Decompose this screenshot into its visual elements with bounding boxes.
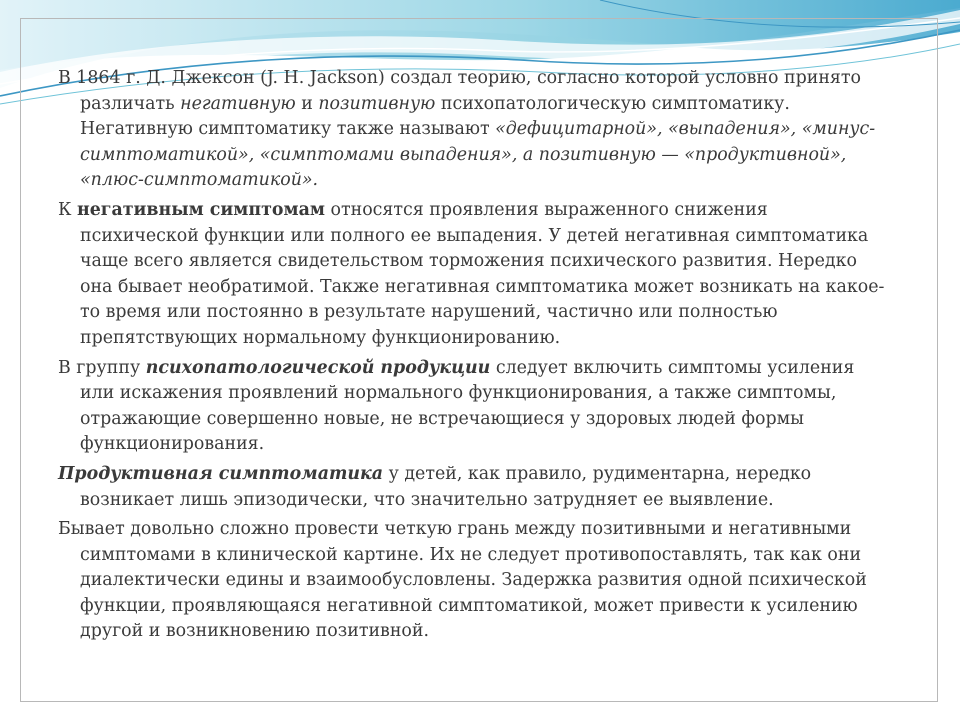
text-run: К bbox=[58, 199, 77, 220]
paragraph-3 bbox=[58, 356, 888, 458]
slide-body-text bbox=[58, 66, 888, 649]
emphasized-text-run: Продуктивная симптоматика bbox=[58, 463, 384, 484]
text-run: В группу bbox=[58, 357, 146, 378]
text-run: и bbox=[295, 93, 319, 114]
text-run: психопатологическую симптоматику. Негативную симптоматику также называют bbox=[80, 93, 790, 140]
emphasized-text-run: негативную bbox=[180, 93, 296, 114]
paragraph-1 bbox=[58, 66, 888, 194]
paragraph-4 bbox=[58, 462, 888, 513]
paragraph-5 bbox=[58, 517, 888, 645]
text-run: относятся проявления выраженного снижения психической функции или полного ее выпадения. У детей негативная симптоматика чаще всего является свидетельством торможения психического развития. Нередко она бывает необратимой. Также негативная симптоматика может возникать на какое-то время или постоянно в результате нарушений, частично или полностью препятствующих нормальному функционированию. bbox=[80, 199, 885, 348]
emphasized-text-run: негативным симптомам bbox=[77, 199, 325, 220]
text-run: Бывает довольно сложно провести четкую грань между позитивными и негативными симптомами в клинической картине. Их не следует противопоставлять, так как они диалектически едины и взаимообусловлены. Задержка развития одной психической функции, проявляющаяся негативной симптоматикой, может привести к усилению другой и возникновению позитивной. bbox=[58, 519, 867, 642]
emphasized-text-run: позитивную bbox=[318, 93, 436, 114]
emphasized-text-run: психопатологической продукции bbox=[145, 357, 491, 378]
text-run: следует включить симптомы усиления или искажения проявлений нормального функционирования, а также симптомы, отражающие совершенно новые, не встречающиеся у здоровых людей формы функционирования. bbox=[80, 357, 855, 455]
emphasized-text-run: «дефицитарной», «выпадения», «минус-симптоматикой», «симптомами выпадения», а позитивную — «продуктивной», «плюс-симптоматикой». bbox=[80, 119, 876, 191]
paragraph-2 bbox=[58, 198, 888, 352]
text-run: у детей, как правило, рудиментарна, нередко возникает лишь эпизодически, что значительно затрудняет ее выявление. bbox=[80, 463, 812, 510]
text-run: В 1864 г. Д. Джексон (J. H. Jackson) создал теорию, согласно которой условно принято различать bbox=[58, 68, 861, 114]
